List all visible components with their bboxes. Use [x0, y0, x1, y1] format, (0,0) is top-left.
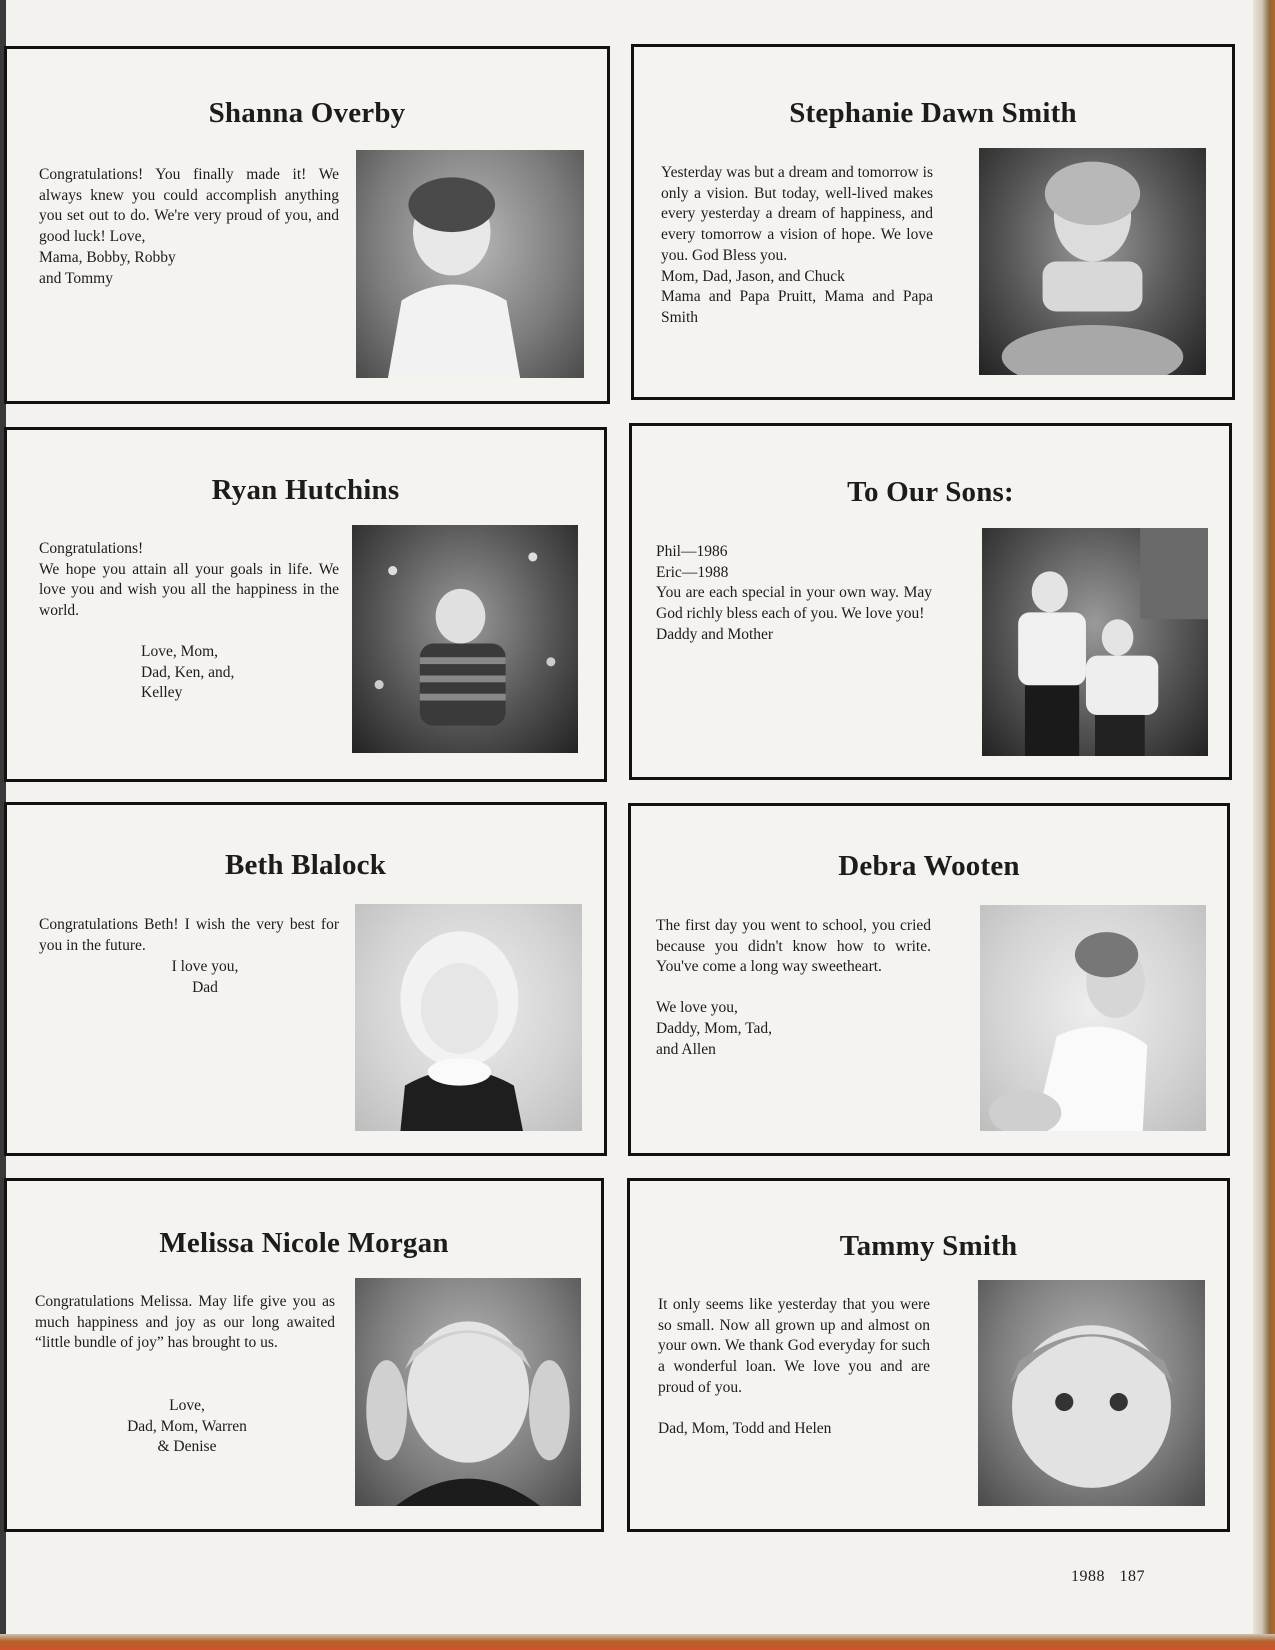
page-number: 187 [1119, 1568, 1145, 1585]
ad-beth-blalock [4, 802, 607, 1156]
message-paragraph: We hope you attain all your goals in life. We love you and wish you all the happiness in the world. [39, 560, 339, 620]
ad-title: Debra Wooten [838, 850, 1020, 882]
signoff-line: I love you, [171, 958, 239, 975]
message-paragraph: Daddy and Mother [656, 625, 774, 643]
ad-message [35, 1292, 335, 1354]
signoff-line: Dad, Ken, and, [141, 663, 235, 681]
child-photo [355, 1278, 581, 1506]
ad-shanna-overby [4, 46, 610, 404]
message-paragraph: and Tommy [39, 269, 113, 287]
child-photo [356, 150, 584, 378]
child-photo [355, 904, 582, 1131]
page-edge-bottom [0, 1634, 1275, 1650]
ad-title: Stephanie Dawn Smith [789, 97, 1077, 129]
ad-to-our-sons [629, 423, 1232, 780]
message-paragraph: Mom, Dad, Jason, and Chuck [661, 267, 845, 285]
ad-message [656, 542, 932, 646]
signoff-line: Dad, Mom, Todd and Helen [658, 1419, 832, 1437]
message-paragraph: Mama and Papa Pruitt, Mama and Papa Smith [661, 288, 933, 326]
signoff-line: and Allen [656, 1040, 716, 1058]
message-paragraph: Yesterday was but a dream and tomorrow is only a vision. But today, well-lived makes every yesterday a dream of happiness, and every tomorrow a vision of hope. We love you. God Bless you. [661, 164, 933, 264]
ad-message [661, 163, 933, 329]
ad-title: Tammy Smith [839, 1230, 1018, 1262]
signoff-line: Daddy, Mom, Tad, [656, 1019, 773, 1037]
signoff-line: Love, [169, 1397, 205, 1414]
page-edge [1253, 0, 1275, 1650]
message-paragraph: Congratulations Beth! I wish the very best for you in the future. [39, 916, 339, 954]
child-photo [980, 905, 1206, 1131]
ad-title: Melissa Nicole Morgan [159, 1227, 449, 1259]
message-paragraph: It only seems like yesterday that you were so small. Now all grown up and almost on your own. We thank God everyday for such a wonderful loan. We love you and are proud of you. [658, 1296, 930, 1396]
signoff-line: We love you, [656, 999, 738, 1017]
ad-title: Shanna Overby [208, 97, 406, 129]
message-paragraph: Congratulations Melissa. May life give you as much happiness and joy as our long awaited “little bundle of joy” has brought to us. [35, 1293, 335, 1352]
signoff-line: Dad, Mom, Warren [127, 1417, 247, 1435]
ad-message [656, 916, 931, 1060]
ad-ryan-hutchins [4, 427, 607, 782]
ad-stephanie-dawn-smith [631, 44, 1235, 400]
signoff-line: Kelley [141, 684, 183, 702]
message-paragraph: You are each special in your own way. May God richly bless each of you. We love you! [656, 584, 932, 623]
ad-message [39, 165, 339, 289]
ad-signoff [87, 1396, 287, 1458]
message-paragraph: Congratulations! You finally made it! We always knew you could accomplish anything you set out to do. We're very proud of you, and good luck! Love, [39, 166, 339, 246]
ad-message [39, 539, 339, 622]
message-paragraph: Phil—1986 [656, 543, 728, 560]
yearbook-year: 1988 [1071, 1568, 1105, 1585]
ad-debra-wooten [628, 803, 1230, 1156]
ad-message [39, 915, 339, 956]
child-photo [352, 525, 578, 753]
ad-title: To Our Sons: [847, 476, 1014, 508]
message-paragraph: The first day you went to school, you cried because you didn't know how to write. You've come a long way sweetheart. [656, 917, 931, 976]
message-paragraph: Mama, Bobby, Robby [39, 248, 176, 266]
signoff-line: Dad [192, 978, 218, 996]
message-paragraph: Congratulations! [39, 540, 144, 557]
children-photo [982, 528, 1208, 756]
ad-title: Beth Blalock [224, 849, 387, 881]
signoff-line: & Denise [157, 1438, 217, 1456]
ad-title: Ryan Hutchins [211, 474, 400, 506]
child-photo [979, 148, 1206, 375]
ad-message [658, 1295, 930, 1439]
ad-melissa-nicole-morgan [4, 1178, 604, 1532]
child-photo [978, 1280, 1205, 1506]
ad-signoff [141, 642, 341, 704]
signoff-line: Love, Mom, [141, 643, 219, 660]
page-footer [1071, 1568, 1155, 1586]
ad-tammy-smith [627, 1178, 1230, 1532]
message-paragraph: Eric—1988 [656, 563, 729, 581]
ad-signoff [145, 957, 265, 998]
